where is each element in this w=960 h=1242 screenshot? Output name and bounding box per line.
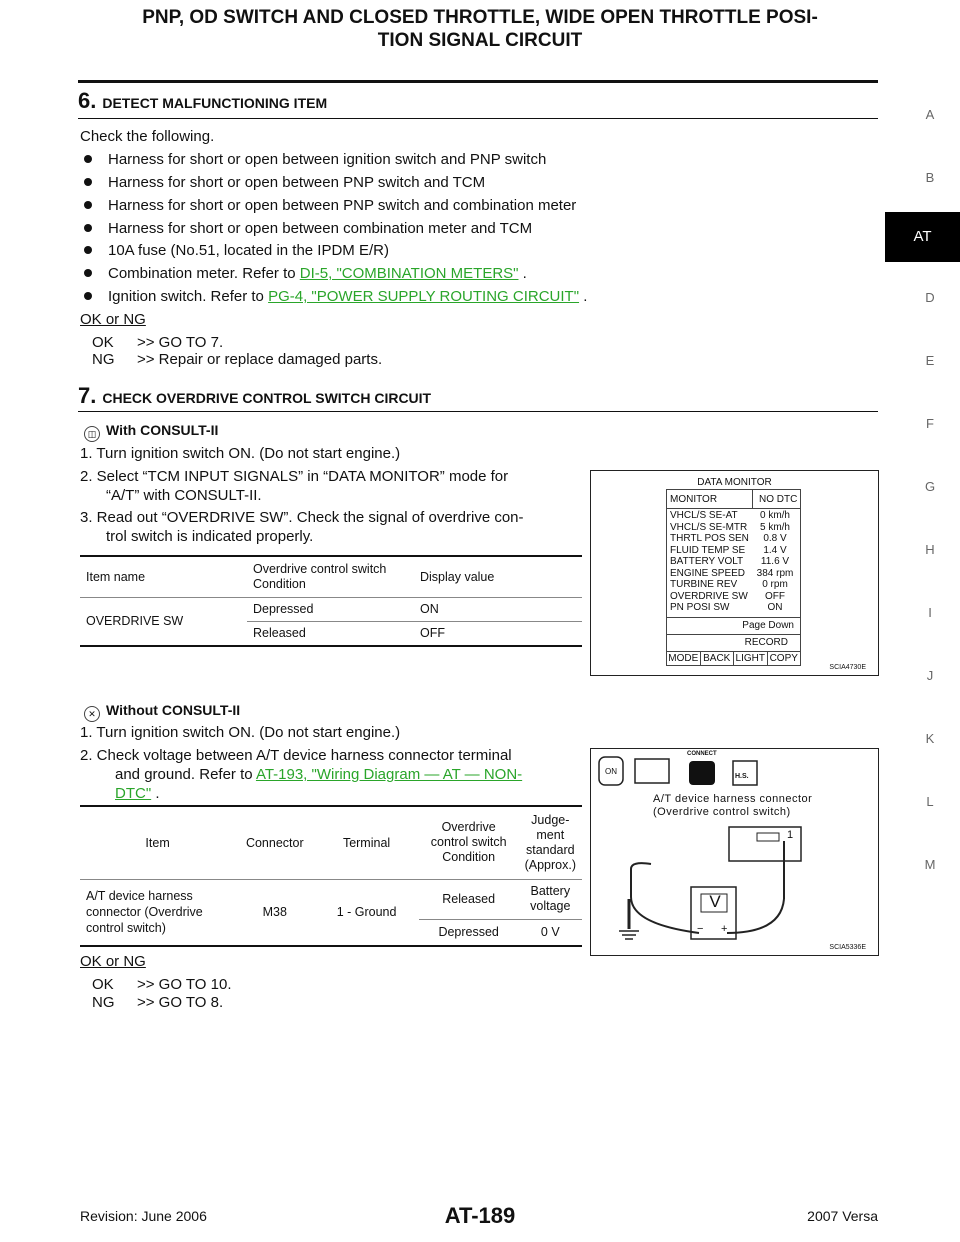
ok-result: OK >> GO TO 7. [92, 334, 224, 351]
copy-button[interactable]: COPY [769, 653, 798, 664]
record-button[interactable]: RECORD [667, 634, 800, 651]
bullet-icon [84, 201, 92, 209]
bullet-item: Harness for short or open between combination meter and TCM [84, 219, 532, 239]
side-index-m[interactable]: M [924, 857, 936, 872]
with-consult-label: ◫ With CONSULT-II [84, 420, 218, 442]
spec-table-2: Item Connector Terminal Overdrive control switch Condition Judge- ment standard (Approx.) A/T device harness connector (Overdrive control switch) M38 1 - Ground Released Battery voltage Depressed 0 V [80, 805, 582, 947]
spec-table-1: Item name Overdrive control switch Condition Display value OVERDRIVE SW Depressed ON Released OFF [80, 555, 582, 647]
footer-revision: Revision: June 2006 [80, 1208, 207, 1224]
bullet-icon [84, 246, 92, 254]
ok-ng-label-2: OK or NG [80, 953, 146, 970]
data-monitor-figure [590, 470, 879, 676]
with-step-3b: trol switch is indicated properly. [106, 528, 314, 545]
ok-ng-label: OK or NG [80, 311, 146, 328]
pin-number: 1 [787, 829, 794, 841]
engine-icon [635, 759, 669, 783]
side-index-at[interactable]: AT [885, 212, 960, 262]
step-6-intro: Check the following. [80, 128, 215, 145]
without-step-1: 1. Turn ignition switch ON. (Do not start engine.) [80, 724, 401, 741]
bullet-item: Combination meter. Refer to DI-5, "COMBINATION METERS" . [84, 264, 527, 284]
page-down-button[interactable]: Page Down [667, 617, 800, 634]
monitor-row: PN POSI SW ON [670, 602, 783, 613]
figure-code: SCIA5336E [829, 944, 866, 951]
step-6-heading: 6. DETECT MALFUNCTIONING ITEM [78, 88, 328, 113]
probe-lead-negative [631, 863, 699, 933]
side-index-i[interactable]: I [928, 605, 932, 620]
without-step-2c: DTC" . [115, 785, 160, 802]
monitor-row: OVERDRIVE SW OFF [670, 590, 785, 602]
side-index-b[interactable]: B [925, 170, 935, 185]
monitor-row: VHCL/S SE-AT 0 km/h [670, 510, 790, 521]
side-index-h[interactable]: H [925, 542, 935, 557]
with-step-1: 1. Turn ignition switch ON. (Do not start engine.) [80, 445, 401, 462]
with-step-2b: “A/T” with CONSULT-II. [106, 487, 262, 504]
monitor-row: TURBINE REV 0 rpm [670, 579, 788, 590]
bullet-icon [84, 224, 92, 232]
side-index-g[interactable]: G [924, 479, 936, 494]
without-consult-label: ✕ Without CONSULT-II [84, 700, 240, 722]
with-step-3: 3. Read out “OVERDRIVE SW”. Check the signal of overdrive con- [80, 509, 524, 526]
footer-page-number: AT-189 [444, 1203, 516, 1228]
no-consult-icon: ✕ [84, 706, 100, 722]
footer-model: 2007 Versa [807, 1208, 878, 1224]
side-index-j[interactable]: J [926, 668, 934, 683]
step-6-rule [78, 118, 878, 119]
monitor-rows [670, 510, 797, 614]
step-7-rule [78, 411, 878, 412]
monitor-button-bar [667, 651, 800, 666]
link-wiring-diagram[interactable]: AT-193, "Wiring Diagram — AT — NON- [255, 766, 523, 783]
without-step-2b: and ground. Refer to AT-193, "Wiring Diagram — AT — NON- [115, 766, 523, 783]
monitor-row: ENGINE SPEED 384 rpm [670, 567, 794, 579]
monitor-row: FLUID TEMP SE 1.4 V [670, 544, 787, 556]
page-title: PNP, OD SWITCH AND CLOSED THROTTLE, WIDE OPEN THROTTLE POSI- TION SIGNAL CIRCUIT [142, 7, 818, 51]
side-index-f[interactable]: F [926, 416, 934, 431]
bullet-item: 10A fuse (No.51, located in the IPDM E/R) [84, 241, 389, 261]
connector-label: A/T device harness connector (Overdrive control switch) [653, 793, 813, 818]
back-button[interactable]: BACK [701, 652, 735, 666]
monitor-title: DATA MONITOR [697, 477, 772, 488]
ng-result: NG >> Repair or replace damaged parts. [92, 351, 383, 368]
ng-result-2: NG >> GO TO 8. [92, 994, 224, 1011]
with-step-2: 2. Select “TCM INPUT SIGNALS” in “DATA MONITOR” mode for [80, 468, 509, 485]
bullet-item: Harness for short or open between PNP switch and combination meter [84, 196, 576, 216]
monitor-row: THRTL POS SEN 0.8 V [670, 533, 787, 544]
bullet-icon [84, 292, 92, 300]
link-wiring-diagram-cont[interactable]: DTC" [115, 785, 152, 802]
bullet-icon [84, 155, 92, 163]
bullet-icon [84, 178, 92, 186]
bullet-icon [84, 269, 92, 277]
side-index-d[interactable]: D [925, 290, 935, 305]
ok-result-2: OK >> GO TO 10. [92, 976, 232, 993]
bullet-item: Ignition switch. Refer to PG-4, "POWER SUPPLY ROUTING CIRCUIT" . [84, 287, 587, 307]
voltmeter-label: V [709, 892, 721, 911]
link-power-supply-routing[interactable]: PG-4, "POWER SUPPLY ROUTING CIRCUIT" [268, 288, 580, 305]
without-step-2: 2. Check voltage between A/T device harness connector terminal [80, 747, 512, 764]
step-7-heading: 7. CHECK OVERDRIVE CONTROL SWITCH CIRCUIT [78, 383, 432, 408]
monitor-row: BATTERY VOLT 11.6 V [670, 556, 790, 567]
mode-button[interactable]: MODE [667, 652, 701, 666]
side-index-k[interactable]: K [925, 731, 935, 746]
bullet-item: Harness for short or open between ignition switch and PNP switch [84, 150, 546, 170]
monitor-row: VHCL/S SE-MTR 5 km/h [670, 521, 790, 533]
link-combination-meters[interactable]: DI-5, "COMBINATION METERS" [299, 265, 519, 282]
figure-code: SCIA4730E [829, 664, 866, 671]
side-index-e[interactable]: E [925, 353, 935, 368]
side-index-l[interactable]: L [926, 794, 934, 809]
side-index-a[interactable]: A [925, 107, 935, 122]
consult-icon: ◫ [84, 426, 100, 442]
connect-icon [689, 761, 715, 785]
monitor-screen: MONITOR NO DTC VHCL/S SE-AT 0 km/h VHCL/S SE-MTR 5 km/h THRTL POS SEN 0.8 V FLUID TEMP SE 1.4 V BATTERY VOLT 11.6 V ENGINE SPEED 384 rpm TURBINE REV 0 rpm OVERDRIVE SW OFF PN POSI SW ON Page Down RECORD MODE BACK LIGHT COPY [666, 489, 801, 666]
bullet-item: Harness for short or open between PNP switch and TCM [84, 173, 485, 193]
connector-diagram: ON CONNECT H.S. A/T device harness connector (Overdrive control switch) 1 V − + SCIA5336E [590, 748, 879, 956]
light-button[interactable]: LIGHT [734, 652, 768, 666]
header-rule [78, 80, 878, 83]
